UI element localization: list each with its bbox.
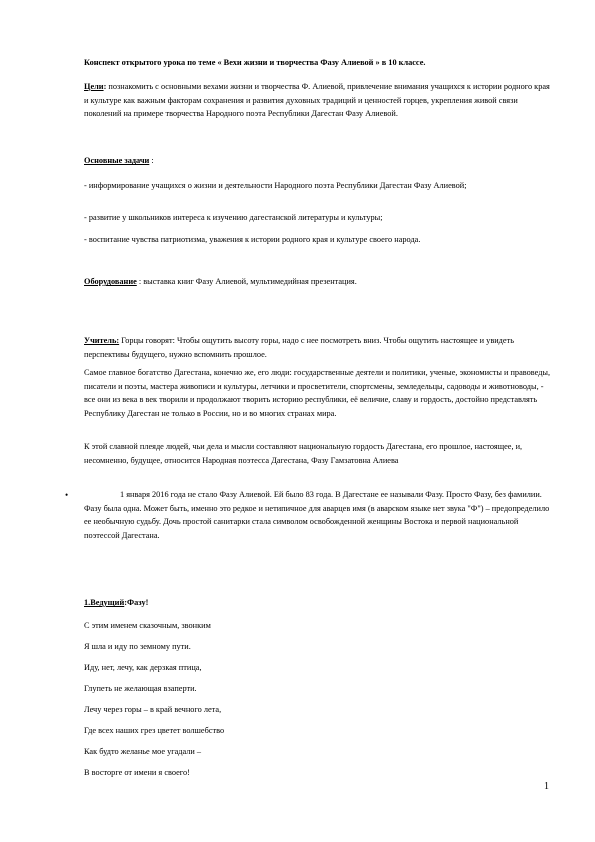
goal-paragraph (84, 80, 554, 121)
poem-line: Где всех наших грез цветет волшебство (84, 726, 225, 735)
task-item: - воспитание чувства патриотизма, уважения к истории родного края и культуре своего народа. (84, 235, 421, 244)
poem-line: Глупеть не желающая взаперти. (84, 684, 197, 693)
page-number: 1 (544, 781, 549, 792)
equipment-text: : выставка книг Фазу Алиевой, мультимедийная презентация. (136, 277, 357, 286)
task-item: - развитие у школьников интереса к изучению дагестанской литературы и культуры; (84, 213, 383, 222)
tasks-label: Основные задачи (84, 156, 150, 165)
poem-line: Я шла и иду по земному пути. (84, 642, 191, 651)
tasks-heading (84, 154, 554, 168)
teacher-text: Горцы говорят: Чтобы ощутить высоту горы, надо с нее посмотреть вниз. Чтобы ощутить настоящее и увидеть перспективы будущего, нужно вспомнить прошлое. (84, 336, 514, 359)
presenter-text: :Фазу! (124, 598, 149, 607)
poem-line: Как будто желанье мое угадали – (84, 747, 202, 756)
task-item: - информирование учащихся о жизни и деятельности Народного поэта Республики Дагестан Фазу Алиевой; (84, 181, 467, 190)
presenter-label: 1.Ведущий (84, 598, 125, 607)
poem-line: В восторге от имени я своего! (84, 768, 190, 777)
poem-line: Лечу через горы – в край вечного лета, (84, 705, 222, 714)
presenter-line (84, 596, 554, 610)
poem-line: С этим именем сказочным, звонким (84, 621, 211, 630)
goal-colon: : (103, 82, 107, 91)
poem-line: Иду, нет, лечу, как дерзкая птица, (84, 663, 202, 672)
goal-text: познакомить с основными вехами жизни и творчества Ф. Алиевой, привлечение внимания учащихся к истории родного края и культуре как важным факторам сохранения и развития духовных традиций и ценностей горцев, укрепления живой связи поколений на примере творчества Народного поэта Республики Дагестан Фазу Алиевой. (84, 82, 550, 119)
goal-label: Цели (84, 82, 104, 91)
document-title: Конспект открытого урока по теме « Вехи жизни и творчества Фазу Алиевой » в 10 классе. (84, 58, 426, 67)
equipment-paragraph (84, 275, 554, 289)
wealth-paragraph: Самое главное богатство Дагестана, конечно же, его люди: государственные деятели и политики, ученые, экономисты и правоведы, писатели и поэты, мастера живописи и культуры, летчики и просветители, спортсмены, земледельцы, садоводы и животноводы, - все они из века в век творили и продолжают творить историю республики, её величие, славу и гордость, достойно представлять Республику Дагестан не только в России, но и во многих странах мира. (84, 368, 551, 418)
equipment-label: Оборудование (84, 277, 137, 286)
teacher-paragraph (84, 334, 554, 361)
teacher-label: Учитель: (84, 336, 120, 345)
bullet-marker: • (65, 490, 69, 500)
death-paragraph: 1 января 2016 года не стало Фазу Алиевой. Ей было 83 года. В Дагестане ее называли Фазу. Просто Фазу, без фамилии. Фазу была одна. Может быть, именно это редкое и нетипичное для аварцев имя (в аварском языке нет звука "Ф") – предопределило ее необычную судьбу. Дочь простой санитарки стала символом освобожденной женщины Востока и первой национальной поэтессой Дагестана. (84, 490, 550, 540)
galaxy-paragraph: К этой славной плеяде людей, чьи дела и мысли составляют национальную гордость Дагестана, его прошлое, настоящее, и, несомненно, будущее, относится Народная поэтесса Дагестана, Фазу Гамзатовна Алиева (84, 442, 523, 465)
tasks-colon: : (149, 156, 154, 165)
